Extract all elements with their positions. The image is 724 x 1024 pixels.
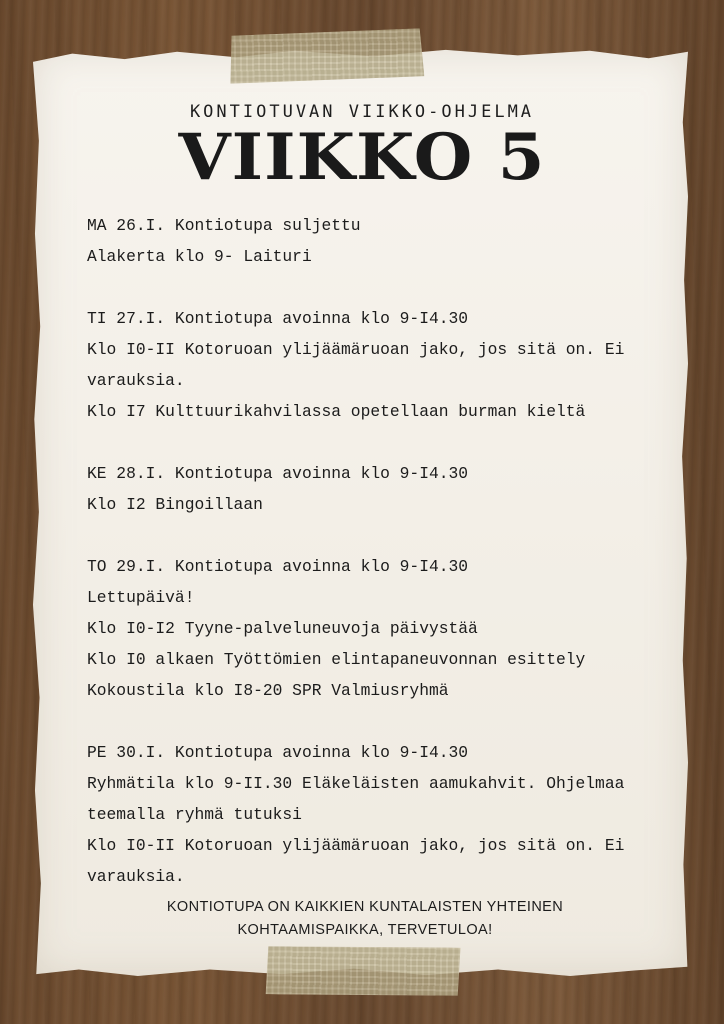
poster-title: VIIKKO 5 (178, 120, 546, 195)
day-block-monday (87, 210, 652, 272)
program-line: Klo I0-II Kotoruoan ylijäämäruoan jako, jos sitä on. Ei varauksia. (87, 340, 625, 390)
day-block-friday (87, 737, 652, 892)
spacer (87, 272, 652, 303)
poster-kicker: KONTIOTUVAN VIIKKO-OHJELMA (189, 102, 535, 122)
program-line: Klo I2 Bingoillaan (87, 495, 263, 514)
spacer (87, 520, 652, 551)
program-line: Alakerta klo 9- Laituri (87, 247, 312, 266)
footer-line: KONTIOTUPA ON KAIKKIEN KUNTALAISTEN YHTEINEN (166, 899, 564, 915)
spacer (87, 706, 652, 737)
program-line: PE 30.I. Kontiotupa avoinna klo 9-I4.30 (87, 743, 469, 762)
program-line: Klo I7 Kulttuurikahvilassa opetellaan burman kieltä (87, 402, 586, 421)
program-line: Lettupäivä! (87, 588, 195, 607)
program-line: Kokoustila klo I8-20 SPR Valmiusryhmä (87, 681, 449, 700)
program-line: Klo I0 alkaen Työttömien elintapaneuvonnan esittely (87, 650, 586, 669)
day-block-tuesday (87, 303, 652, 427)
weekly-program (87, 210, 652, 892)
program-line: MA 26.I. Kontiotupa suljettu (87, 216, 361, 235)
tape-bottom (266, 944, 463, 997)
program-line: Ryhmätila klo 9-II.30 Eläkeläisten aamukahvit. Ohjelmaa teemalla ryhmä tutuksi (87, 774, 625, 824)
spacer (87, 427, 652, 458)
day-block-thursday (87, 551, 652, 706)
program-line: TI 27.I. Kontiotupa avoinna klo 9-I4.30 (87, 309, 469, 328)
program-line: KE 28.I. Kontiotupa avoinna klo 9-I4.30 (87, 464, 469, 483)
day-block-wednesday (87, 458, 652, 520)
tape-top (228, 28, 425, 83)
program-line: Klo I0-I2 Tyyne-palveluneuvoja päivystää (87, 619, 478, 638)
program-line: Klo I0-II Kotoruoan ylijäämäruoan jako, jos sitä on. Ei varauksia. (87, 836, 625, 886)
poster-footer (100, 896, 630, 942)
program-line: TO 29.I. Kontiotupa avoinna klo 9-I4.30 (87, 557, 469, 576)
footer-line: KOHTAAMISPAIKKA, TERVETULOA! (237, 922, 493, 938)
